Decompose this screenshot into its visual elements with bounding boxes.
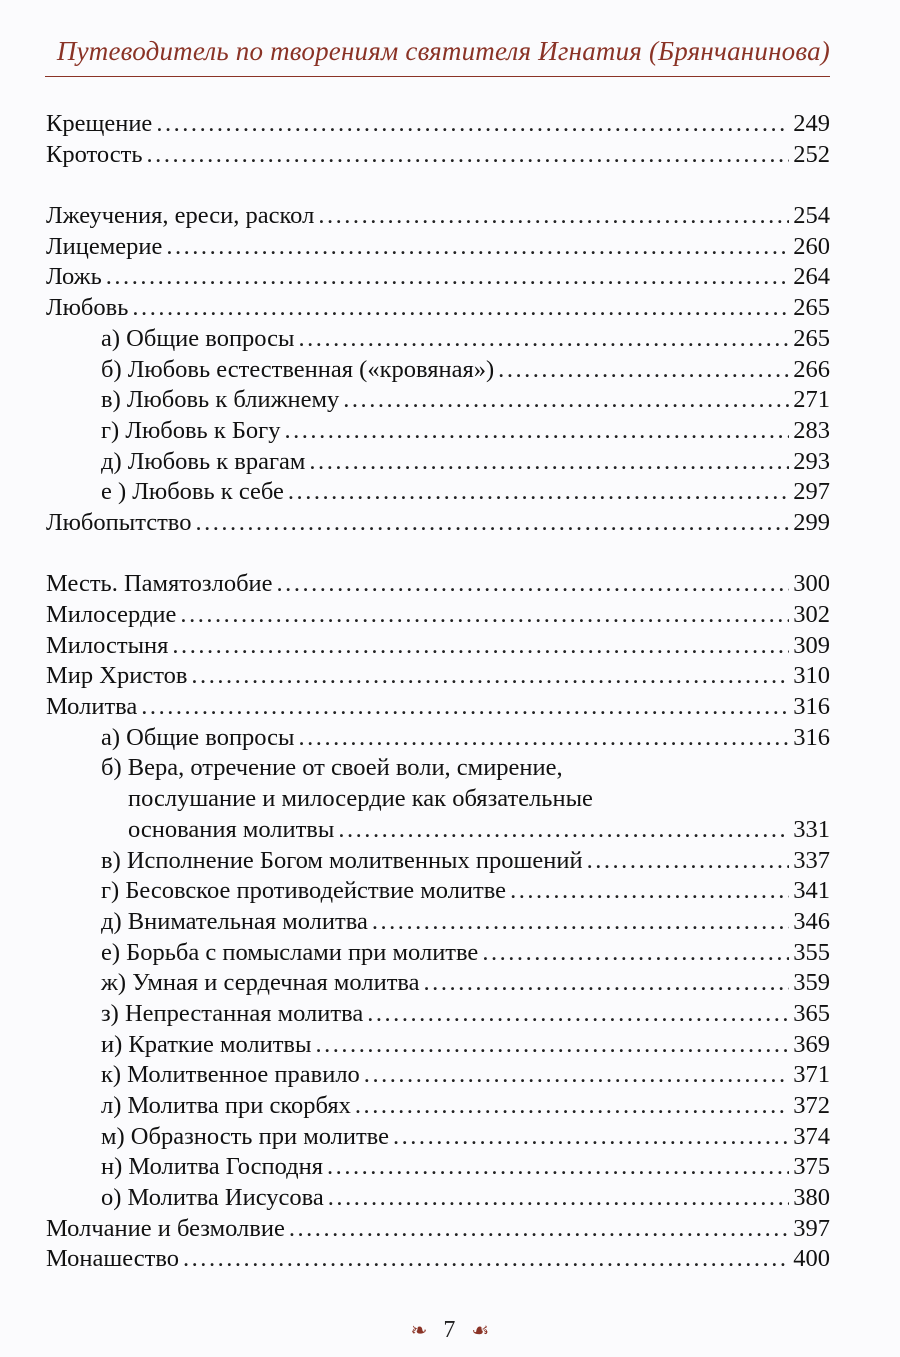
toc-entry-label: л) Молитва при скорбях xyxy=(101,1092,351,1119)
dot-leader xyxy=(367,999,789,1030)
dot-leader xyxy=(289,1214,789,1245)
toc-entry xyxy=(46,1244,830,1275)
dot-leader xyxy=(318,201,789,232)
toc-page-number: 265 xyxy=(793,324,830,352)
dot-leader xyxy=(355,1091,789,1122)
toc-page-number: 264 xyxy=(793,263,830,291)
dot-leader xyxy=(172,631,789,662)
dot-leader xyxy=(183,1244,789,1275)
toc-page-number: 369 xyxy=(793,1030,830,1058)
toc-entry-label: Молитва xyxy=(46,693,138,721)
toc-page-number: 293 xyxy=(793,447,830,475)
toc-entry xyxy=(46,201,830,232)
group-gap xyxy=(46,539,830,570)
dot-leader xyxy=(299,324,790,355)
dot-leader xyxy=(106,262,790,293)
toc-subentry xyxy=(46,999,830,1030)
toc-subentry xyxy=(46,968,830,999)
dot-leader xyxy=(132,293,789,324)
toc-page-number: 380 xyxy=(793,1184,830,1212)
toc-page-number: 299 xyxy=(793,508,830,536)
dot-leader xyxy=(393,1122,789,1153)
toc-entry-label: ж) Умная и сердечная молитва xyxy=(101,969,420,997)
toc-subentry xyxy=(46,907,830,938)
toc-page-number: 346 xyxy=(793,907,830,935)
dot-leader xyxy=(482,938,789,969)
dot-leader xyxy=(277,569,790,600)
toc-entry-label: а) Общие вопросы xyxy=(101,324,295,352)
toc-subentry xyxy=(46,1183,830,1214)
ornament-right-icon: ☙ xyxy=(471,1320,490,1342)
toc-page-number: 316 xyxy=(793,723,830,751)
toc-subentry xyxy=(46,355,830,386)
toc-entry xyxy=(46,262,830,293)
dot-leader xyxy=(191,661,789,692)
toc-page-number: 249 xyxy=(793,110,830,137)
toc-page-number: 374 xyxy=(793,1122,830,1150)
toc-subentry xyxy=(46,846,830,877)
dot-leader xyxy=(195,508,789,539)
toc-entry xyxy=(46,569,830,600)
toc-page-number: 365 xyxy=(793,999,830,1027)
toc-page-number: 271 xyxy=(793,386,830,414)
toc-subentry xyxy=(46,753,830,784)
toc-entry-label: а) Общие вопросы xyxy=(101,723,295,751)
toc-entry-label: е ) Любовь к себе xyxy=(101,478,284,506)
toc-entry-label: е) Борьба с помыслами при молитве xyxy=(101,938,479,966)
toc-page-number: 316 xyxy=(793,693,830,721)
dot-leader xyxy=(147,140,790,171)
toc-page-number: 252 xyxy=(793,140,830,168)
toc-entry-label: Лицемерие xyxy=(46,232,163,260)
toc-entry xyxy=(46,631,830,662)
dot-leader xyxy=(328,1183,789,1214)
toc-entry-label: г) Любовь к Богу xyxy=(101,416,281,444)
toc-page-number: 371 xyxy=(793,1061,830,1089)
toc-page-number: 397 xyxy=(793,1214,830,1242)
dot-leader xyxy=(180,600,789,631)
toc-subentry xyxy=(46,416,830,447)
toc-entry-label: Крещение xyxy=(46,110,153,137)
toc-entry xyxy=(46,508,830,539)
toc-page-number: 302 xyxy=(793,601,830,628)
group-gap xyxy=(46,170,830,201)
toc-page-number: 265 xyxy=(793,294,830,322)
dot-leader xyxy=(309,447,789,478)
toc-subentry xyxy=(46,1091,830,1122)
toc-entry-label: н) Молитва Господня xyxy=(101,1153,324,1181)
toc-entry-label: б) Любовь естественная («кровяная») xyxy=(101,355,495,383)
toc-page-number: 359 xyxy=(793,969,830,997)
header-rule xyxy=(45,76,830,77)
toc-entry-label: Месть. Памятозлобие xyxy=(46,570,273,598)
toc-entry-label: Любопытство xyxy=(46,508,192,536)
dot-leader xyxy=(327,1152,789,1183)
toc-page-number: 266 xyxy=(793,355,830,383)
toc-entry xyxy=(46,232,830,263)
toc-page-number: 341 xyxy=(793,877,830,905)
dot-leader xyxy=(338,815,789,846)
dot-leader xyxy=(284,416,789,447)
toc-entry xyxy=(46,661,830,692)
toc-entry-label: Любовь xyxy=(46,294,129,322)
toc-page-number: 297 xyxy=(793,478,830,506)
toc-page-number: 260 xyxy=(793,232,830,260)
toc-subentry xyxy=(46,938,830,969)
dot-leader xyxy=(343,385,789,416)
toc-page-number: 310 xyxy=(793,662,830,690)
dot-leader xyxy=(510,876,789,907)
toc-page-number: 283 xyxy=(793,416,830,444)
toc-subentry xyxy=(46,815,830,846)
toc-page-number: 331 xyxy=(793,815,830,843)
toc-subentry xyxy=(46,477,830,508)
page-number: 7 xyxy=(443,1317,456,1343)
toc-subentry xyxy=(46,1030,830,1061)
toc-page-number: 300 xyxy=(793,570,830,598)
toc-subentry xyxy=(46,876,830,907)
dot-leader xyxy=(299,723,790,754)
toc-page-number: 309 xyxy=(793,631,830,659)
toc-entry-label: Кротость xyxy=(46,140,143,168)
toc-entry-label: и) Краткие молитвы xyxy=(101,1030,312,1058)
dot-leader xyxy=(156,109,789,140)
toc-entry xyxy=(46,600,830,631)
dot-leader xyxy=(424,968,790,999)
toc-entry-label: Милосердие xyxy=(46,601,177,628)
toc-entry xyxy=(46,1214,830,1245)
toc-page-number: 372 xyxy=(793,1092,830,1119)
toc-subentry xyxy=(46,1152,830,1183)
toc-entry xyxy=(46,692,830,723)
toc-entry-label: в) Любовь к ближнему xyxy=(101,386,340,414)
toc-entry xyxy=(46,109,830,140)
toc-entry-label: Мир Христов xyxy=(46,662,188,690)
toc-subentry xyxy=(46,385,830,416)
toc-subentry xyxy=(46,723,830,754)
toc-entry-label: Молчание и безмолвие xyxy=(46,1214,285,1242)
dot-leader xyxy=(498,355,789,386)
dot-leader xyxy=(587,846,790,877)
page-footer xyxy=(0,1317,900,1344)
dot-leader xyxy=(166,232,789,263)
toc-entry-label: б) Вера, отречение от своей воли, смирение, xyxy=(101,754,563,782)
toc-entry-label: г) Бесовское противодействие молитве xyxy=(101,877,507,905)
toc-entry-label: Милостыня xyxy=(46,631,169,659)
dot-leader xyxy=(288,477,789,508)
toc-entry-label: д) Внимательная молитва xyxy=(101,907,368,935)
toc-page-number: 375 xyxy=(793,1153,830,1181)
dot-leader xyxy=(315,1030,789,1061)
toc-subentry xyxy=(46,784,830,815)
toc-entry-label: Лжеучения, ереси, раскол xyxy=(46,202,315,230)
toc-page-number: 400 xyxy=(793,1245,830,1273)
table-of-contents xyxy=(46,109,830,1275)
dot-leader xyxy=(372,907,789,938)
toc-entry-label: послушание и милосердие как обязательные xyxy=(128,785,593,813)
toc-entry xyxy=(46,140,830,171)
ornament-left-icon: ❧ xyxy=(410,1320,428,1342)
toc-page-number: 337 xyxy=(793,846,830,874)
toc-entry-label: Монашество xyxy=(46,1245,179,1273)
toc-entry-label: основания молитвы xyxy=(128,815,335,843)
running-header: Путеводитель по творениям святителя Игнатия (Брянчанинова) xyxy=(56,36,830,66)
toc-subentry xyxy=(46,447,830,478)
toc-entry-label: к) Молитвенное правило xyxy=(101,1061,360,1089)
toc-subentry xyxy=(46,324,830,355)
toc-entry-label: в) Исполнение Богом молитвенных прошений xyxy=(101,846,583,874)
toc-entry xyxy=(46,293,830,324)
toc-page-number: 355 xyxy=(793,938,830,966)
toc-entry-label: Ложь xyxy=(46,263,102,291)
toc-page-number: 254 xyxy=(793,202,830,230)
dot-leader xyxy=(141,692,789,723)
toc-subentry xyxy=(46,1122,830,1153)
toc-entry-label: з) Непрестанная молитва xyxy=(101,999,364,1027)
toc-entry-label: о) Молитва Иисусова xyxy=(101,1184,324,1212)
dot-leader xyxy=(364,1060,789,1091)
toc-entry-label: д) Любовь к врагам xyxy=(101,447,306,475)
toc-entry-label: м) Образность при молитве xyxy=(101,1122,389,1150)
toc-subentry xyxy=(46,1060,830,1091)
